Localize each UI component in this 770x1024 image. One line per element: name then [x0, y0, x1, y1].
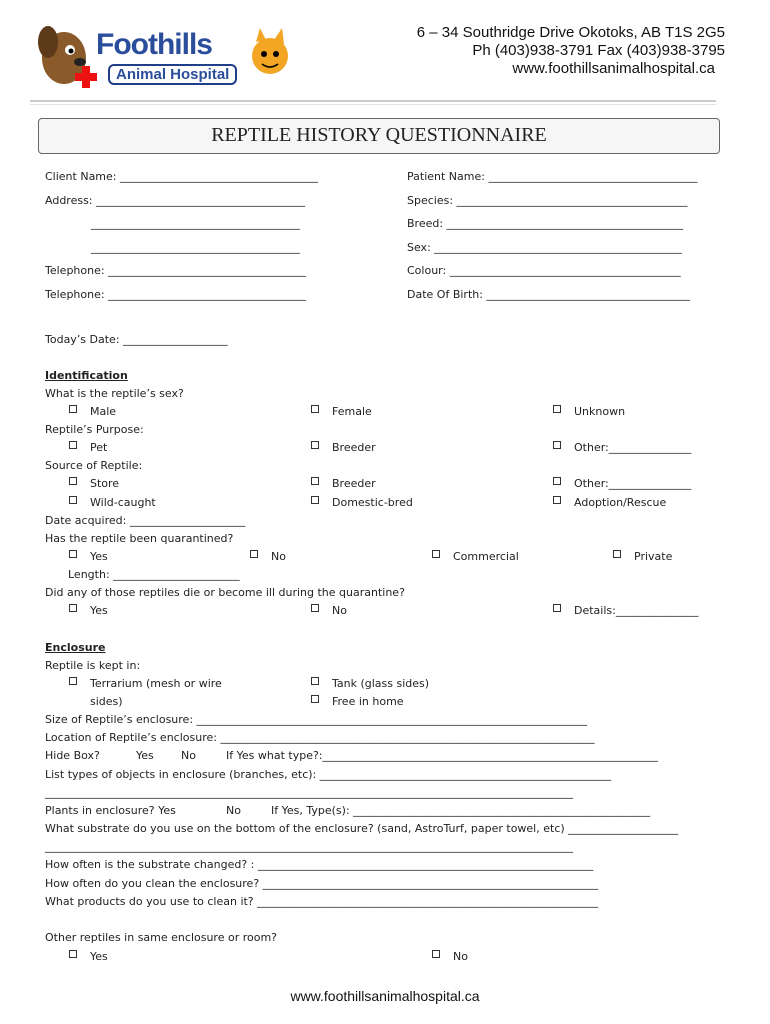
male-label: Male: [90, 405, 117, 418]
date-of-birth-field[interactable]: Date Of Birth: _____________________________________: [407, 288, 690, 301]
wild-caught-label: Wild-caught: [90, 496, 156, 509]
question-source: Source of Reptile:: [45, 459, 143, 472]
header-divider-thin: [30, 104, 716, 105]
private-checkbox[interactable]: [613, 550, 621, 558]
unknown-checkbox[interactable]: [553, 405, 561, 413]
tank-checkbox[interactable]: [311, 677, 319, 685]
die-yes-label: Yes: [90, 604, 108, 617]
question-purpose: Reptile’s Purpose:: [45, 423, 144, 436]
commercial-checkbox[interactable]: [432, 550, 440, 558]
quarantine-yes-label: Yes: [90, 550, 108, 563]
telephone-field-2[interactable]: Telephone: ____________________________________: [45, 288, 307, 301]
identification-heading: Identification: [45, 369, 128, 382]
plants-no[interactable]: No: [226, 804, 241, 817]
unknown-label: Unknown: [574, 405, 626, 418]
other-reptiles-yes-label: Yes: [90, 950, 108, 963]
free-in-home-label: Free in home: [332, 695, 404, 708]
breeder-label: Breeder: [332, 441, 376, 454]
date-acquired-field[interactable]: Date acquired: _____________________: [45, 514, 246, 527]
other-source-field[interactable]: Other:_______________: [574, 477, 692, 490]
source-breeder-checkbox[interactable]: [311, 477, 319, 485]
patient-name-field[interactable]: Patient Name: ______________________________________: [407, 170, 698, 183]
hide-box-no[interactable]: No: [181, 749, 196, 762]
hospital-website[interactable]: www.foothillsanimalhospital.ca: [512, 60, 715, 77]
clean-frequency-field[interactable]: How often do you clean the enclosure? _____________________________________________________________: [45, 877, 599, 890]
die-no-label: No: [332, 604, 347, 617]
address-line-2[interactable]: ______________________________________: [91, 217, 300, 230]
substrate-changed-field[interactable]: How often is the substrate changed? : _____________________________________________________________: [45, 858, 594, 871]
species-field[interactable]: Species: __________________________________________: [407, 194, 688, 207]
objects-field[interactable]: List types of objects in enclosure (branches, etc): _____________________________________________________: [45, 768, 612, 781]
colour-field[interactable]: Colour: __________________________________________: [407, 264, 681, 277]
substrate-field[interactable]: What substrate do you use on the bottom of the enclosure? (sand, AstroTurf, paper towel, etc) ____________________: [45, 822, 679, 835]
female-label: Female: [332, 405, 372, 418]
clean-products-field[interactable]: What products do you use to clean it? ______________________________________________________________: [45, 895, 599, 908]
quarantine-yes-checkbox[interactable]: [69, 550, 77, 558]
terrarium-label: Terrarium (mesh or wire: [90, 677, 222, 690]
address-field[interactable]: Address: ______________________________________: [45, 194, 306, 207]
footer-website[interactable]: www.foothillsanimalhospital.ca: [290, 988, 480, 1004]
enclosure-size-field[interactable]: Size of Reptile’s enclosure: _______________________________________________________________________: [45, 713, 588, 726]
telephone-field-1[interactable]: Telephone: ____________________________________: [45, 264, 307, 277]
client-name-field[interactable]: Client Name: ____________________________________: [45, 170, 318, 183]
adoption-label: Adoption/Rescue: [574, 496, 667, 509]
hospital-contact: [417, 24, 725, 78]
question-die: Did any of those reptiles die or become ill during the quarantine?: [45, 586, 405, 599]
details-field[interactable]: Details:_______________: [574, 604, 699, 617]
objects-field-line2[interactable]: ________________________________________________________________________________________________: [45, 786, 573, 799]
die-yes-checkbox[interactable]: [69, 604, 77, 612]
question-quarantine: Has the reptile been quarantined?: [45, 532, 234, 545]
sex-field[interactable]: Sex: _____________________________________________: [407, 241, 682, 254]
hide-box-label: Hide Box?: [45, 749, 100, 762]
kept-in-label: Reptile is kept in:: [45, 659, 141, 672]
terrarium-label-cont: sides): [90, 695, 123, 708]
enclosure-location-field[interactable]: Location of Reptile’s enclosure: ____________________________________________________________________: [45, 731, 595, 744]
quarantine-no-label: No: [271, 550, 286, 563]
hospital-phone: Ph (403)938-3791 Fax (403)938-3795: [472, 42, 725, 59]
enclosure-heading: Enclosure: [45, 641, 106, 654]
hide-box-yes[interactable]: Yes: [136, 749, 154, 762]
quarantine-no-checkbox[interactable]: [250, 550, 258, 558]
todays-date-field[interactable]: Today’s Date: ___________________: [45, 333, 228, 346]
male-checkbox[interactable]: [69, 405, 77, 413]
logo-title: Foothills: [96, 28, 212, 61]
quarantine-length-field[interactable]: Length: _______________________: [68, 568, 240, 581]
domestic-bred-label: Domestic-bred: [332, 496, 413, 509]
breeder-checkbox[interactable]: [311, 441, 319, 449]
tank-label: Tank (glass sides): [332, 677, 430, 690]
private-label: Private: [634, 550, 673, 563]
store-checkbox[interactable]: [69, 477, 77, 485]
pet-checkbox[interactable]: [69, 441, 77, 449]
adoption-checkbox[interactable]: [553, 496, 561, 504]
details-checkbox[interactable]: [553, 604, 561, 612]
die-no-checkbox[interactable]: [311, 604, 319, 612]
other-purpose-checkbox[interactable]: [553, 441, 561, 449]
commercial-label: Commercial: [453, 550, 519, 563]
plants-label[interactable]: Plants in enclosure? Yes: [45, 804, 176, 817]
plants-type-field[interactable]: If Yes, Type(s): ______________________________________________________: [271, 804, 651, 817]
female-checkbox[interactable]: [311, 405, 319, 413]
logo-subtitle: Animal Hospital: [108, 64, 237, 85]
form-title: REPTILE HISTORY QUESTIONNAIRE: [211, 124, 547, 146]
free-in-home-checkbox[interactable]: [311, 695, 319, 703]
other-reptiles-no-checkbox[interactable]: [432, 950, 440, 958]
other-reptiles-question: Other reptiles in same enclosure or room?: [45, 931, 278, 944]
store-label: Store: [90, 477, 120, 490]
domestic-bred-checkbox[interactable]: [311, 496, 319, 504]
question-sex: What is the reptile’s sex?: [45, 387, 184, 400]
other-source-checkbox[interactable]: [553, 477, 561, 485]
pet-label: Pet: [90, 441, 108, 454]
address-line-3[interactable]: ______________________________________: [91, 241, 300, 254]
breed-field[interactable]: Breed: ___________________________________________: [407, 217, 684, 230]
wild-caught-checkbox[interactable]: [69, 496, 77, 504]
substrate-field-line2[interactable]: ________________________________________________________________________________________________: [45, 840, 573, 853]
terrarium-checkbox[interactable]: [69, 677, 77, 685]
other-purpose-field[interactable]: Other:_______________: [574, 441, 692, 454]
other-reptiles-no-label: No: [453, 950, 468, 963]
hide-box-type-field[interactable]: If Yes what type?:_____________________________________________________________: [226, 749, 659, 762]
other-reptiles-yes-checkbox[interactable]: [69, 950, 77, 958]
header-divider: [30, 100, 716, 102]
hospital-address: 6 – 34 Southridge Drive Okotoks, AB T1S 2G5: [416, 24, 725, 41]
source-breeder-label: Breeder: [332, 477, 376, 490]
